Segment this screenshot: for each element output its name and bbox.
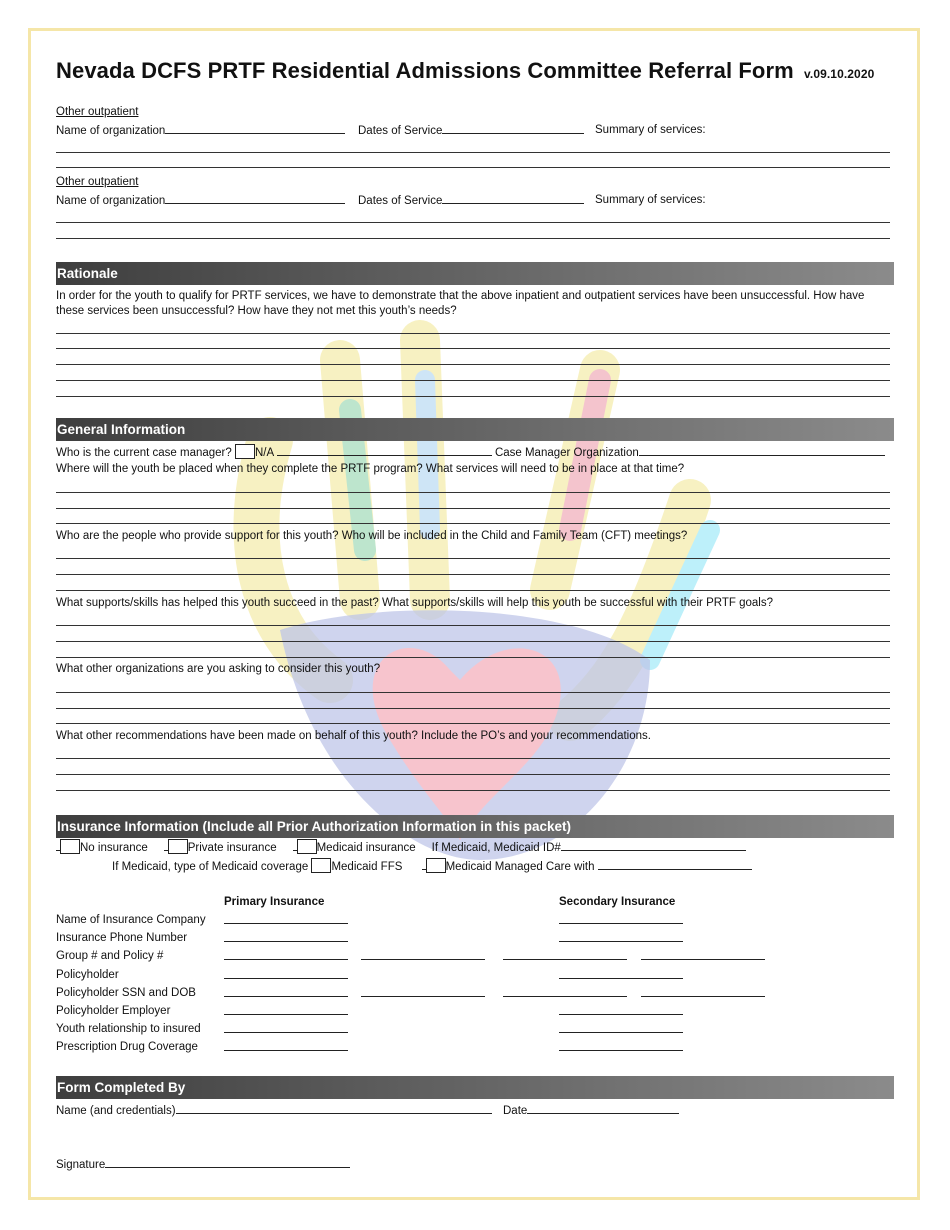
- form-title: Nevada DCFS PRTF Residential Admissions Committee Referral Form v.09.10.2020: [56, 58, 875, 83]
- insurance-row-label: Prescription Drug Coverage: [56, 1041, 198, 1053]
- case-manager-row: Who is the current case manager? N/A Case Manager Organization: [56, 444, 885, 460]
- section-header-general: General Information: [56, 418, 894, 441]
- primary-insurance-field[interactable]: [224, 913, 348, 928]
- secondary-insurance-field[interactable]: [641, 949, 765, 964]
- secondary-insurance-field[interactable]: [559, 931, 683, 946]
- primary-insurance-heading: Primary Insurance: [224, 896, 325, 908]
- no-insurance-checkbox[interactable]: [60, 839, 80, 854]
- blank-line[interactable]: [56, 523, 890, 524]
- question-3: What supports/skills has helped this youth succeed in the past? What supports/skills will help this youth be successful with their PRTF goals?: [56, 597, 773, 609]
- question-1: Where will the youth be placed when they complete the PRTF program? What services will need to be in place at that time?: [56, 463, 685, 475]
- primary-insurance-field[interactable]: [224, 931, 348, 946]
- blank-line[interactable]: [56, 238, 890, 239]
- insurance-row-label: Policyholder SSN and DOB: [56, 987, 196, 999]
- question-5: What other recommendations have been made on behalf of this youth? Include the PO’s and your recommendations.: [56, 730, 651, 742]
- outpatient-org-field-1[interactable]: Name of organization: [56, 123, 345, 138]
- blank-line[interactable]: [56, 574, 890, 575]
- rationale-question: In order for the youth to qualify for PRTF services, we have to demonstrate that the above inpatient and outpatient services have been unsuccessful. How have these services been unsuccessful? How have they not met this youth’s needs?: [56, 290, 865, 317]
- primary-insurance-field[interactable]: [224, 986, 348, 1001]
- medicaid-ffs-checkbox[interactable]: [311, 858, 331, 873]
- medicaid-managed-care-checkbox[interactable]: [426, 858, 446, 873]
- primary-insurance-field[interactable]: [224, 968, 348, 983]
- blank-line[interactable]: [56, 492, 890, 493]
- blank-line[interactable]: [56, 333, 890, 334]
- primary-insurance-field[interactable]: [224, 1022, 348, 1037]
- primary-insurance-field[interactable]: [361, 986, 485, 1001]
- blank-line[interactable]: [56, 222, 890, 223]
- secondary-insurance-field[interactable]: [559, 1004, 683, 1019]
- secondary-insurance-field[interactable]: [559, 968, 683, 983]
- date-field[interactable]: Date: [503, 1103, 679, 1118]
- medicaid-id-field[interactable]: [561, 840, 746, 851]
- outpatient-summary-label-1: Summary of services:: [595, 124, 706, 136]
- question-2: Who are the people who provide support for this youth? Who will be included in the Child and Family Team (CFT) meetings?: [56, 530, 688, 542]
- name-credentials-field[interactable]: Name (and credentials): [56, 1103, 492, 1118]
- section-header-completed: Form Completed By: [56, 1076, 894, 1099]
- insurance-row-label: Insurance Phone Number: [56, 932, 188, 944]
- outpatient-summary-label-2: Summary of services:: [595, 194, 706, 206]
- case-manager-field[interactable]: [277, 445, 492, 456]
- insurance-type-row: No insurance Private insurance Medicaid insurance If Medicaid, Medicaid ID#: [56, 839, 746, 855]
- outpatient-org-field-2[interactable]: Name of organization: [56, 193, 345, 208]
- blank-line[interactable]: [56, 348, 890, 349]
- blank-line[interactable]: [56, 558, 890, 559]
- blank-line[interactable]: [56, 657, 890, 658]
- signature-field[interactable]: Signature: [56, 1157, 350, 1172]
- insurance-row-label: Name of Insurance Company: [56, 914, 206, 926]
- secondary-insurance-heading: Secondary Insurance: [559, 896, 676, 908]
- outpatient-heading-1: Other outpatient: [56, 106, 139, 118]
- primary-insurance-field[interactable]: [224, 1004, 348, 1019]
- insurance-row-label: Policyholder Employer: [56, 1005, 171, 1017]
- medicaid-type-row: If Medicaid, type of Medicaid coverage Medicaid FFS Medicaid Managed Care with: [112, 858, 752, 874]
- managed-care-field[interactable]: [598, 859, 752, 870]
- outpatient-dates-field-2[interactable]: Dates of Service: [358, 193, 584, 208]
- blank-line[interactable]: [56, 708, 890, 709]
- blank-line[interactable]: [56, 790, 890, 791]
- blank-line[interactable]: [56, 380, 890, 381]
- blank-line[interactable]: [56, 152, 890, 153]
- blank-line[interactable]: [56, 167, 890, 168]
- secondary-insurance-field[interactable]: [641, 986, 765, 1001]
- blank-line[interactable]: [56, 758, 890, 759]
- secondary-insurance-field[interactable]: [559, 1040, 683, 1055]
- blank-line[interactable]: [56, 723, 890, 724]
- medicaid-insurance-checkbox[interactable]: [297, 839, 317, 854]
- primary-insurance-field[interactable]: [224, 1040, 348, 1055]
- blank-line[interactable]: [56, 396, 890, 397]
- form-version: v.09.10.2020: [804, 67, 875, 81]
- insurance-row-label: Policyholder: [56, 969, 119, 981]
- secondary-insurance-field[interactable]: [559, 1022, 683, 1037]
- insurance-row-label: Youth relationship to insured: [56, 1023, 201, 1035]
- blank-line[interactable]: [56, 641, 890, 642]
- blank-line[interactable]: [56, 774, 890, 775]
- question-4: What other organizations are you asking to consider this youth?: [56, 663, 381, 675]
- secondary-insurance-field[interactable]: [503, 949, 627, 964]
- section-header-insurance: Insurance Information (Include all Prior Authorization Information in this packet): [56, 815, 894, 838]
- blank-line[interactable]: [56, 625, 890, 626]
- primary-insurance-field[interactable]: [224, 949, 348, 964]
- insurance-row-label: Group # and Policy #: [56, 950, 164, 962]
- secondary-insurance-field[interactable]: [503, 986, 627, 1001]
- outpatient-dates-field-1[interactable]: Dates of Service: [358, 123, 584, 138]
- na-checkbox[interactable]: [235, 444, 255, 459]
- blank-line[interactable]: [56, 590, 890, 591]
- primary-insurance-field[interactable]: [361, 949, 485, 964]
- secondary-insurance-field[interactable]: [559, 913, 683, 928]
- blank-line[interactable]: [56, 692, 890, 693]
- blank-line[interactable]: [56, 364, 890, 365]
- blank-line[interactable]: [56, 508, 890, 509]
- case-manager-org-field[interactable]: [639, 445, 885, 456]
- private-insurance-checkbox[interactable]: [168, 839, 188, 854]
- outpatient-heading-2: Other outpatient: [56, 176, 139, 188]
- section-header-rationale: Rationale: [56, 262, 894, 285]
